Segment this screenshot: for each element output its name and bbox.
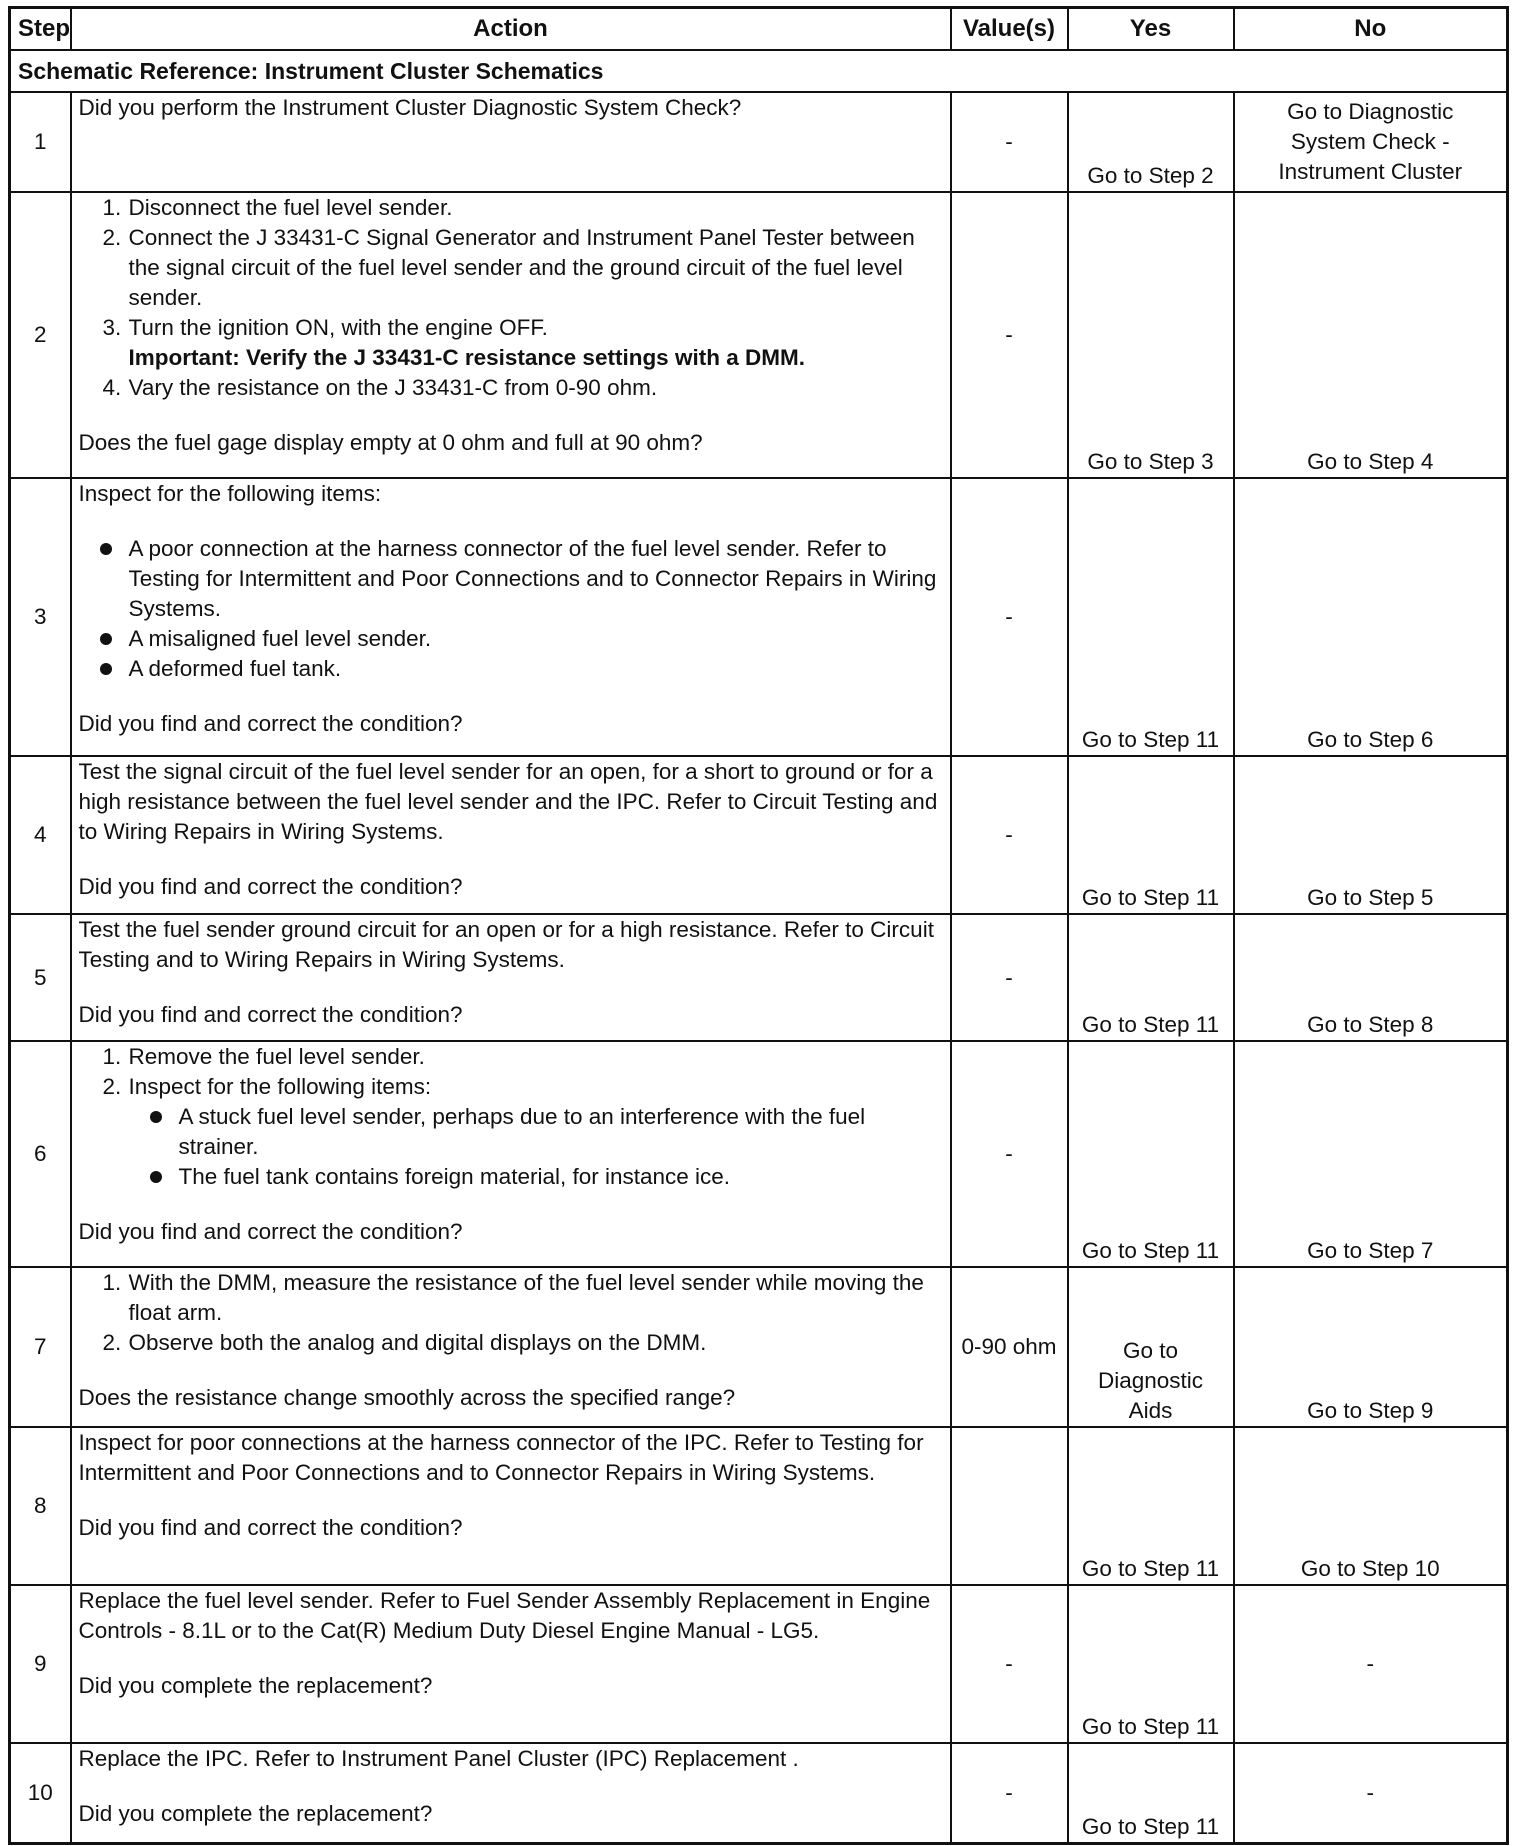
- yes-cell: Go to Step 11: [1068, 1427, 1234, 1585]
- value-cell: -: [951, 1585, 1068, 1743]
- step-number: 3: [10, 478, 71, 756]
- value-cell: -: [951, 1041, 1068, 1267]
- bullet-item: A stuck fuel level sender, perhaps due to an interference with the fuel strainer.: [178, 1102, 943, 1162]
- value-cell: [951, 1427, 1068, 1585]
- action-cell: [71, 1267, 951, 1427]
- question-text: Does the fuel gage display empty at 0 ohm and full at 90 ohm?: [78, 430, 703, 455]
- header-values: Value(s): [951, 8, 1068, 51]
- action-text: Replace the IPC. Refer to Instrument Panel Cluster (IPC) Replacement .: [78, 1746, 799, 1771]
- yes-cell: Go to Step 11: [1068, 914, 1234, 1041]
- value-cell: -: [951, 914, 1068, 1041]
- question-text: Did you find and correct the condition?: [78, 1219, 463, 1244]
- yes-cell: Go to Step 11: [1068, 1585, 1234, 1743]
- step-number: 8: [10, 1427, 71, 1585]
- header-no: No: [1234, 8, 1508, 51]
- schematic-reference-row: [10, 50, 1508, 92]
- intro-text: Inspect for the following items:: [78, 481, 382, 506]
- list-item: 1. With the DMM, measure the resistance of the fuel level sender while moving the float arm.: [128, 1268, 943, 1328]
- diagnostic-table: [8, 6, 1509, 1845]
- yes-cell: Go to Step 11: [1068, 1041, 1234, 1267]
- bullet-list: [79, 534, 943, 684]
- action-cell: [71, 1585, 951, 1743]
- step-number: 10: [10, 1743, 71, 1843]
- value-cell: -: [951, 1743, 1068, 1843]
- no-cell: Go to Step 7: [1234, 1041, 1508, 1267]
- action-cell: [71, 192, 951, 478]
- action-cell: [71, 1041, 951, 1267]
- action-text: Inspect for poor connections at the harness connector of the IPC. Refer to Testing for Intermittent and Poor Connections and to Connector Repairs in Wiring Systems.: [78, 1430, 924, 1485]
- question-text: Did you complete the replacement?: [78, 1673, 433, 1698]
- table-row: [10, 478, 1508, 756]
- table-row: [10, 192, 1508, 478]
- action-cell: [71, 756, 951, 914]
- yes-cell: Go to Step 2: [1068, 92, 1234, 192]
- header-action: Action: [71, 8, 951, 51]
- no-cell: -: [1234, 1585, 1508, 1743]
- yes-cell: Go to Diagnostic Aids: [1068, 1267, 1234, 1427]
- table-row: [10, 1585, 1508, 1743]
- header-yes: Yes: [1068, 8, 1234, 51]
- value-cell: -: [951, 756, 1068, 914]
- no-cell: Go to Step 9: [1234, 1267, 1508, 1427]
- action-cell: [71, 1427, 951, 1585]
- list-item: [128, 313, 943, 373]
- list-item: 2. Observe both the analog and digital displays on the DMM.: [128, 1328, 943, 1358]
- table-row: [10, 1267, 1508, 1427]
- bullet-item: The fuel tank contains foreign material, for instance ice.: [178, 1162, 943, 1192]
- question-text: Does the resistance change smoothly across the specified range?: [78, 1385, 736, 1410]
- table-row: [10, 1427, 1508, 1585]
- value-cell: -: [951, 92, 1068, 192]
- question-text: Did you find and correct the condition?: [78, 874, 463, 899]
- header-step: Step: [10, 8, 71, 51]
- action-text: Test the signal circuit of the fuel level sender for an open, for a short to ground or for a high resistance between the fuel level sender and the IPC. Refer to Circuit Testing and to Wiring Repairs in Wiring Systems.: [78, 759, 938, 844]
- step-number: 6: [10, 1041, 71, 1267]
- yes-cell: Go to Step 11: [1068, 756, 1234, 914]
- no-cell: Go to Step 10: [1234, 1427, 1508, 1585]
- question-text: Did you find and correct the condition?: [78, 1515, 463, 1540]
- no-cell: -: [1234, 1743, 1508, 1843]
- bullet-item: A deformed fuel tank.: [128, 654, 943, 684]
- list-item: 4. Vary the resistance on the J 33431-C from 0-90 ohm.: [128, 373, 943, 403]
- list-item: 1. Disconnect the fuel level sender.: [128, 193, 943, 223]
- table-row: [10, 1743, 1508, 1843]
- action-cell: [71, 92, 951, 192]
- step-number: 9: [10, 1585, 71, 1743]
- sub-bullet-list: [129, 1102, 943, 1192]
- table-row: [10, 92, 1508, 192]
- action-text: Replace the fuel level sender. Refer to Fuel Sender Assembly Replacement in Engine Controls - 8.1L or to the Cat(R) Medium Duty Diesel Engine Manual - LG5.: [78, 1588, 931, 1643]
- question-text: Did you find and correct the condition?: [78, 711, 463, 736]
- list-item-text: Turn the ignition ON, with the engine OFF.: [128, 315, 548, 340]
- no-cell: Go to Step 5: [1234, 756, 1508, 914]
- yes-cell: Go to Step 11: [1068, 478, 1234, 756]
- no-cell: Go to Diagnostic System Check - Instrument Cluster: [1234, 92, 1508, 192]
- numbered-list: [79, 1268, 943, 1358]
- no-cell: Go to Step 6: [1234, 478, 1508, 756]
- table-row: [10, 914, 1508, 1041]
- step-number: 5: [10, 914, 71, 1041]
- yes-cell: Go to Step 3: [1068, 192, 1234, 478]
- list-item-text: Inspect for the following items:: [128, 1074, 432, 1099]
- no-cell: Go to Step 8: [1234, 914, 1508, 1041]
- step-number: 1: [10, 92, 71, 192]
- step-number: 4: [10, 756, 71, 914]
- table-row: [10, 1041, 1508, 1267]
- numbered-list: [79, 1042, 943, 1192]
- list-item: [128, 1072, 943, 1192]
- list-item: 2. Connect the J 33431-C Signal Generator and Instrument Panel Tester between the signal circuit of the fuel level sender and the ground circuit of the fuel level sender.: [128, 223, 943, 313]
- value-cell: -: [951, 192, 1068, 478]
- numbered-list: [79, 193, 943, 403]
- step-number: 7: [10, 1267, 71, 1427]
- action-cell: [71, 1743, 951, 1843]
- value-cell: -: [951, 478, 1068, 756]
- action-text: Did you perform the Instrument Cluster Diagnostic System Check?: [78, 95, 742, 120]
- no-cell: Go to Step 4: [1234, 192, 1508, 478]
- important-note: Important: Verify the J 33431-C resistance settings with a DMM.: [128, 345, 805, 370]
- question-text: Did you find and correct the condition?: [78, 1002, 463, 1027]
- question-text: Did you complete the replacement?: [78, 1801, 433, 1826]
- action-cell: [71, 478, 951, 756]
- value-cell: 0-90 ohm: [951, 1267, 1068, 1427]
- step-number: 2: [10, 192, 71, 478]
- bullet-item: A poor connection at the harness connector of the fuel level sender. Refer to Testing for Intermittent and Poor Connections and to Connector Repairs in Wiring Systems.: [128, 534, 943, 624]
- schematic-reference: Schematic Reference: Instrument Cluster Schematics: [10, 50, 1508, 92]
- yes-cell: Go to Step 11: [1068, 1743, 1234, 1843]
- action-cell: [71, 914, 951, 1041]
- list-item: 1. Remove the fuel level sender.: [128, 1042, 943, 1072]
- table-row: [10, 756, 1508, 914]
- action-text: Test the fuel sender ground circuit for an open or for a high resistance. Refer to Circuit Testing and to Wiring Repairs in Wiring Systems.: [78, 917, 934, 972]
- header-row: [10, 8, 1508, 51]
- bullet-item: A misaligned fuel level sender.: [128, 624, 943, 654]
